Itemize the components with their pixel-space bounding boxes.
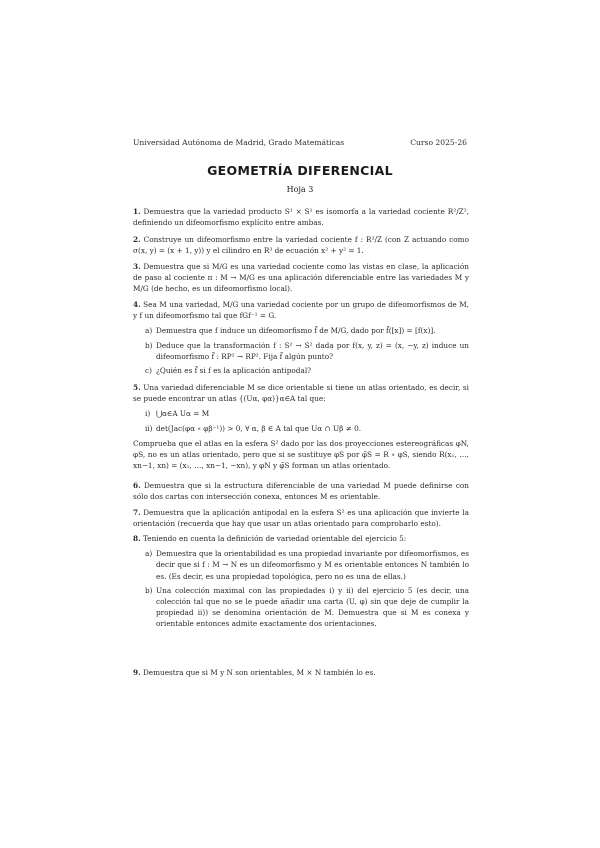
exercise-text: Demuestra que si M y N son orientables, M × N también lo es.: [142, 668, 376, 677]
part-text: Demuestra que la orientabilidad es una propiedad invariante por difeomorfismos, es decir que si f : M → N es un difeomorfismo y M es orientable entonces N también lo es. (Es decir, es una propiedad topológica, pero no es una de ellas.): [156, 549, 469, 581]
condition-text: det(Jac(φα ∘ φβ⁻¹)) > 0, ∀ α, β ∈ A tal que Uα ∩ Uβ ≠ 0.: [156, 423, 362, 433]
exercise-number: 3.: [133, 262, 141, 271]
exercise-number: 1.: [133, 207, 141, 216]
condition-label: i): [145, 409, 151, 419]
exercise-text: Sea M una variedad, M/G una variedad cociente por un grupo de difeomorfismos de M, y f un difeomorfismo tal que fGf⁻¹ = G.: [133, 300, 469, 321]
exercise-number: 7.: [133, 508, 141, 517]
part-label: a): [145, 326, 153, 336]
exercise-5: [133, 382, 469, 471]
exercise-1: [133, 206, 469, 228]
part-text: Demuestra que f induce un difeomorfismo f̃ de M/G, dado por f̃([x]) = [f(x)].: [156, 326, 436, 336]
part-text: Una colección maximal con las propiedades i) y ii) del ejercicio 5 (es decir, una colección tal que no se le puede añadir una carta (U, φ) sin que deje de cumplir la propiedad ii)) se denomina orientación de M. Demuestra que si M es conexa y orientable entonces admite exactamente dos orientaciones.: [156, 585, 469, 629]
exercise-number: 6.: [133, 481, 141, 490]
page-subtitle: Hoja 3: [286, 185, 314, 194]
exercise-number: 2.: [133, 235, 141, 244]
exercise-8-part-a: [145, 548, 469, 582]
part-text: Deduce que la transformación f : S² → S² dada por f(x, y, z) = (x, −y, z) induce un difeomorfismo f̃ : RP² → RP². Fija f̃ algún punto?: [156, 340, 469, 361]
exercise-8: [133, 533, 469, 630]
part-label: c): [145, 366, 152, 376]
part-text: ¿Quién es f̃ si f es la aplicación antipodal?: [156, 366, 312, 376]
exercise-4-part-c: [145, 365, 469, 376]
exercise-5-condition-i: [145, 408, 469, 419]
condition-label: ii): [145, 423, 153, 433]
exercise-text: Demuestra que la aplicación antipodal en la esfera S² es una aplicación que invierte la orientación (recuerda que hay que usar un atlas orientado para comprobarlo esto).: [133, 508, 469, 529]
exercise-text: Demuestra que si la estructura diferenciable de una variedad M puede definirse con sólo dos cartas con intersección conexa, entonces M es orientable.: [133, 481, 469, 502]
exercise-6: [133, 480, 469, 502]
header-institution: Universidad Autónoma de Madrid, Grado Matemáticas: [133, 138, 345, 147]
header-course: Curso 2025-26: [410, 138, 467, 147]
exercise-7: [133, 507, 469, 529]
part-label: b): [145, 585, 153, 595]
exercise-number: 9.: [133, 668, 141, 677]
part-label: a): [145, 549, 153, 559]
exercise-8-part-b: [145, 585, 469, 630]
exercise-text: Demuestra que si M/G es una variedad cociente como las vistas en clase, la aplicación de paso al cociente π : M → M/G es una aplicación diferenciable entre las variedades M y M/G (de hecho, es un difeomorfismo local).: [133, 262, 469, 294]
exercise-number: 8.: [133, 534, 141, 543]
exercise-5-condition-ii: [145, 423, 469, 434]
exercise-4-part-a: [145, 325, 469, 336]
exercise-2: [133, 234, 469, 256]
exercise-5-followup: Comprueba que el atlas en la esfera S² dado por las dos proyecciones estereográficas φN, φS, no es un atlas orientado, pero que si se sustituye φS por φ̃S = R ∘ φS, siendo R(x₁, …, xn−1, xn) = (x₁, …, xn−1, −xn), y φN y φ̃S forman un atlas orientado.: [133, 438, 469, 471]
exercise-number: 5.: [133, 383, 141, 392]
exercise-text: Teniendo en cuenta la definición de variedad orientable del ejercicio 5:: [142, 534, 407, 543]
exercise-3: [133, 261, 469, 295]
exercise-text: Demuestra que la variedad producto S¹ × S¹ es isomorfa a la variedad cociente R²/Z², definiendo un difeomorfismo explícito entre ambas.: [133, 207, 469, 228]
page-title: GEOMETRÍA DIFERENCIAL: [207, 163, 393, 178]
exercise-4: [133, 299, 469, 376]
exercise-4-part-b: [145, 340, 469, 362]
exercise-text: Construye un difeomorfismo entre la variedad cociente f : R²/Z (con Z actuando como σ(x, y) = (x + 1, y)) y el cilindro en R³ de ecuación x² + y² = 1.: [133, 235, 469, 256]
part-label: b): [145, 340, 153, 350]
condition-text: ⋃α∈A Uα = M: [156, 409, 210, 419]
exercise-text: Una variedad diferenciable M se dice orientable si tiene un atlas orientado, es decir, si se puede encontrar un atlas {(Uα, φα)}α∈A tal que:: [133, 383, 469, 404]
exercise-number: 4.: [133, 300, 141, 309]
exercise-9: [133, 667, 469, 678]
